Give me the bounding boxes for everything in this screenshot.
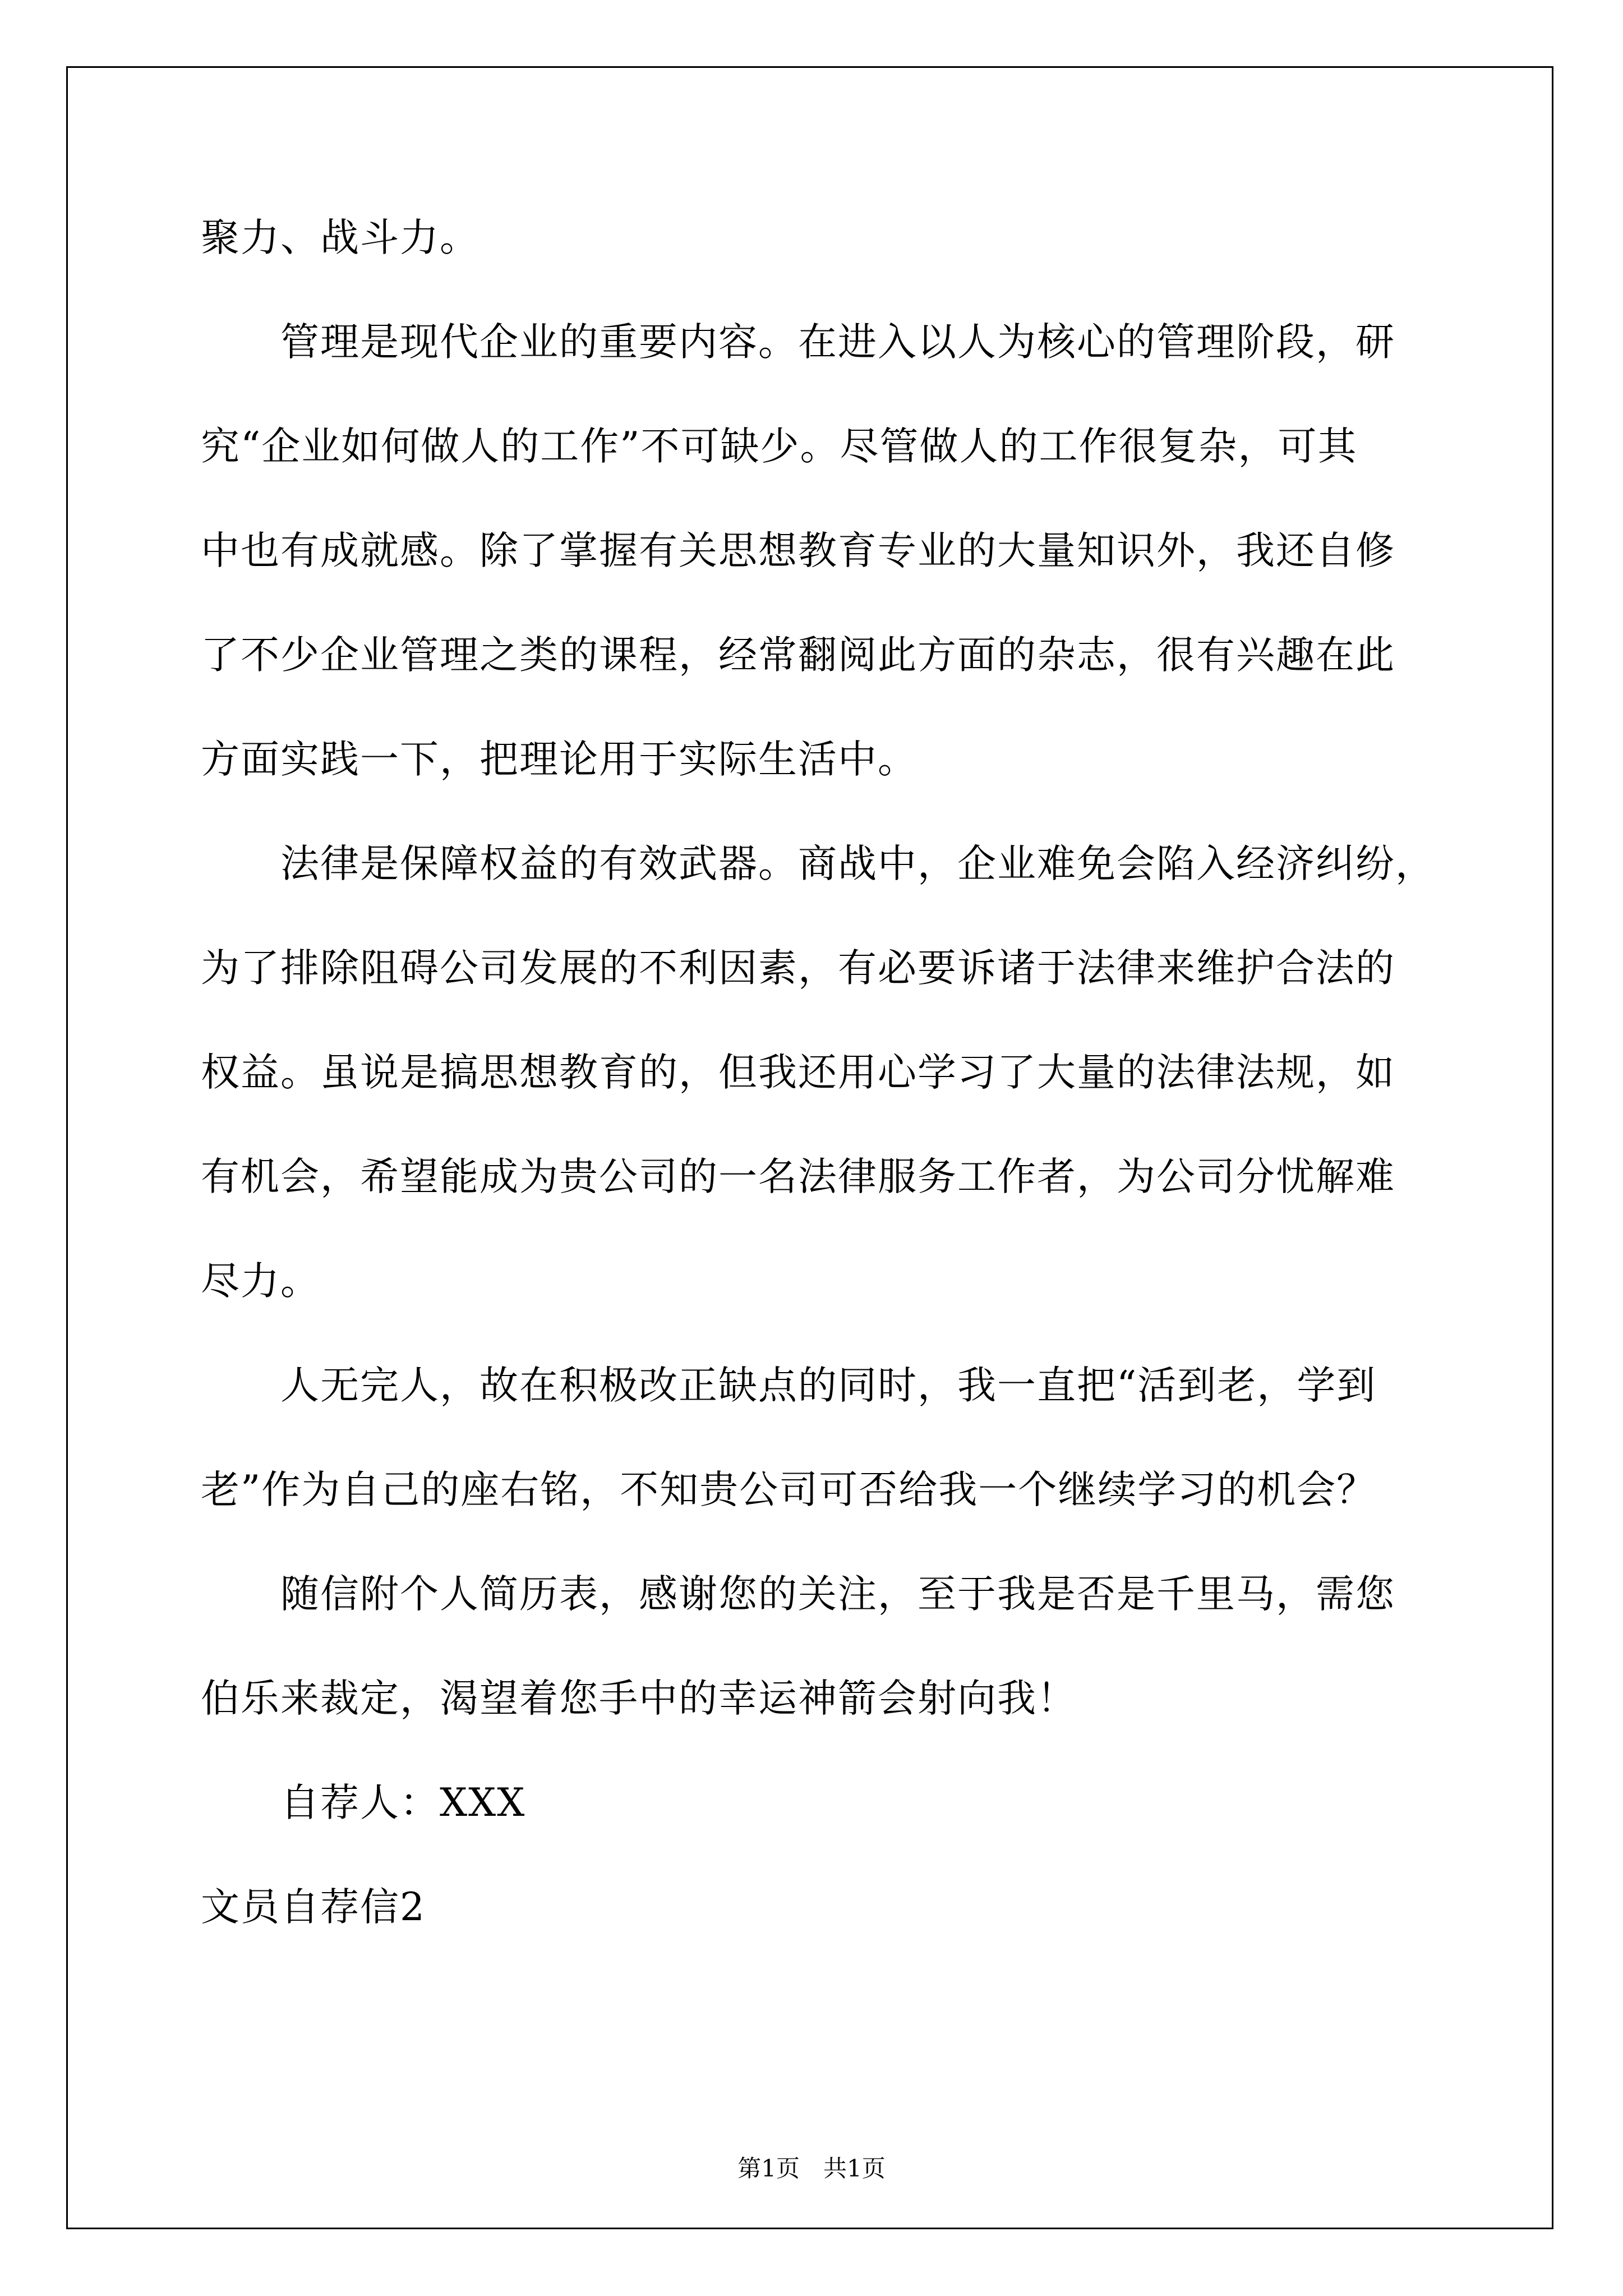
text-line: 伯乐来裁定，渴望着您手中的幸运神箭会射向我！ xyxy=(201,1676,1077,1721)
text-line: 了不少企业管理之类的课程，经常翻阅此方面的杂志，很有兴趣在此 xyxy=(201,633,1395,678)
text-line: 方面实践一下，把理论用于实际生活中。 xyxy=(201,737,917,782)
text-line: 权益。虽说是搞思想教育的，但我还用心学习了大量的法律法规，如 xyxy=(201,1050,1395,1095)
text-line: 究“企业如何做人的工作”不可缺少。尽管做人的工作很复杂，可其 xyxy=(201,424,1358,469)
text-line: 聚力、战斗力。 xyxy=(201,215,479,260)
text-line: 法律是保障权益的有效武器。商战中，企业难免会陷入经济纠纷， xyxy=(280,841,1435,886)
text-line: 随信附个人简历表，感谢您的关注，至于我是否是千里马，需您 xyxy=(280,1572,1395,1617)
text-line: 有机会，希望能成为贵公司的一名法律服务工作者，为公司分忧解难 xyxy=(201,1154,1395,1199)
page-number-footer: 第1页 共1页 xyxy=(737,2155,886,2182)
text-line: 人无完人，故在积极改正缺点的同时，我一直把“活到老，学到 xyxy=(280,1363,1377,1408)
text-line: 管理是现代企业的重要内容。在进入以人为核心的管理阶段，研 xyxy=(280,320,1395,365)
text-line: 老”作为自己的座右铭，不知贵公司可否给我一个继续学习的机会？ xyxy=(201,1467,1377,1512)
text-line: 为了排除阻碍公司发展的不利因素，有必要诉诸于法律来维护合法的 xyxy=(201,946,1395,991)
signature-line: 自荐人：XXX xyxy=(280,1780,526,1825)
text-line: 尽力。 xyxy=(201,1259,320,1304)
section-heading: 文员自荐信2 xyxy=(201,1885,426,1930)
text-line: 中也有成就感。除了掌握有关思想教育专业的大量知识外，我还自修 xyxy=(201,528,1395,573)
